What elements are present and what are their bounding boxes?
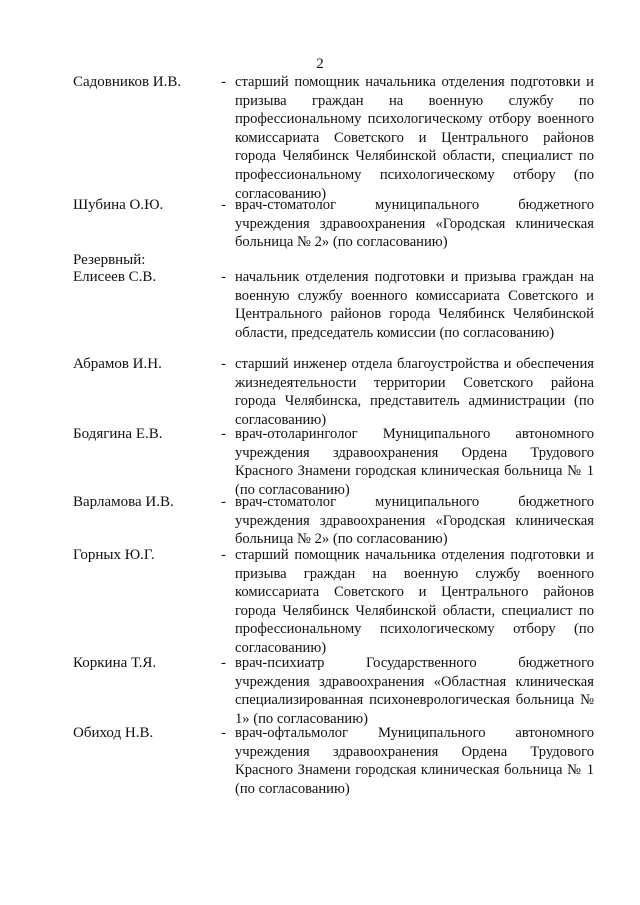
dash: -: [221, 197, 226, 213]
dash: -: [221, 547, 226, 563]
person-name: Бодягина Е.В.: [73, 426, 163, 442]
person-name: Коркина Т.Я.: [73, 655, 157, 671]
person-name: Шубина О.Ю.: [73, 197, 164, 213]
person-name: Варламова И.В.: [73, 494, 174, 510]
person-role: врач-офтальмолог Муниципального автономного учреждения здравоохранения Ордена Трудового Красного Знамени городская клиническая больница № 1 (по согласованию): [235, 725, 594, 797]
person-name: Садовников И.В.: [73, 74, 182, 90]
person-role: врач-отоларинголог Муниципального автономного учреждения здравоохранения Ордена Трудового Красного Знамени городская клиническая больница № 1 (по согласованию): [235, 426, 594, 498]
page-number: 2: [316, 56, 324, 72]
dash: -: [221, 356, 226, 372]
dash: -: [221, 269, 226, 285]
person-role: врач-стоматолог муниципального бюджетного учреждения здравоохранения «Городская клиническая больница № 2» (по согласованию): [235, 197, 594, 251]
person-name: Горных Ю.Г.: [73, 547, 155, 563]
person-name: Обиход Н.В.: [73, 725, 154, 741]
person-name: Абрамов И.Н.: [73, 356, 162, 372]
dash: -: [221, 655, 226, 671]
dash: -: [221, 426, 226, 442]
dash: -: [221, 725, 226, 741]
dash: -: [221, 494, 226, 510]
person-role: старший помощник начальника отделения подготовки и призыва граждан на военную службу военного комиссариата Советского и Центрального районов города Челябинск Челябинской области, специалист по профессиональному психологическому отбору (по согласованию): [235, 547, 594, 656]
reserve-label: Резервный:: [73, 252, 146, 268]
person-role: врач-стоматолог муниципального бюджетного учреждения здравоохранения «Городская клиническая больница № 2» (по согласованию): [235, 494, 594, 548]
person-role: начальник отделения подготовки и призыва граждан на военную службу военного комиссариата Советского и Центрального районов города Челябинск Челябинской области, председатель комиссии (по согласованию): [235, 269, 594, 341]
person-role: старший помощник начальника отделения подготовки и призыва граждан на военную службу по профессиональному психологическому отбору военного комиссариата Советского и Центрального районов города Челябинск Челябинской области, специалист по профессиональному психологическому отбору (по согласованию): [235, 74, 594, 202]
person-role: врач-психиатр Государственного бюджетного учреждения здравоохранения «Областная клиническая специализированная психоневрологическая больница № 1» (по согласованию): [235, 655, 594, 727]
person-role: старший инженер отдела благоустройства и обеспечения жизнедеятельности территории Советского района города Челябинска, представитель администрации (по согласованию): [235, 356, 594, 428]
person-name: Елисеев С.В.: [73, 269, 157, 285]
dash: -: [221, 74, 226, 90]
